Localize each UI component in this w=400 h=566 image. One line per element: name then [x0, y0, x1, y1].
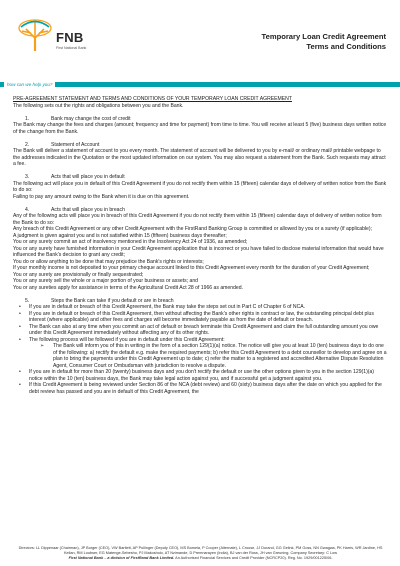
- footer-legal-text: An Authorised Financial Services and Credit Provider (NCRCP20). Reg. No. 1929/001225/06.: [175, 555, 333, 560]
- list-item: • If you are in default for more than 20 (twenty) business days and you don't rectify the default or use the other options given to you in the section 129(1)(a) notice within the 10 (ten) business days, the Bank may take legal action against you, and if successful get a judgment against you.: [13, 369, 388, 382]
- page-footer: [13, 546, 388, 560]
- section-4-line: You or any surety commit an act of insolvency mentioned in the Insolvency Act 24 of 1936, as amended;: [13, 239, 248, 245]
- page-header: [0, 0, 400, 78]
- section-title: Statement of Account: [51, 141, 100, 148]
- footer-directors: Directors: LL Dippenaar (Chairman), JP Burger (CEO), VW Bartlett, AP Pullinger (Deputy CEO), MS Bomela, P Cooper (Alternate), L Crouse, JJ Durand, GG Gelink, PM Goss, NN Gwagwa, PK Harris, WR Jardine, HS Kellan, RM Loubser, EG Matenge-Sebesho, PJ Makosholo, AT Nzimande, D Premnarayen (India), BJ van der Ross, JH van Greuning. Company Secretary: C Low: [18, 546, 383, 555]
- section-4-line: If your monthly income is not deposited to your primary cheque account linked to this Credit Agreement every month for the duration of your Credit Agreement;: [13, 265, 370, 271]
- section-number: 5.: [25, 297, 30, 304]
- section-5-list-cont: [13, 369, 388, 395]
- intro-text: The following sets out the rights and obligations between you and the Bank.: [13, 102, 184, 109]
- tree-icon: [16, 18, 54, 52]
- brand-slogan: how can we help you?: [4, 82, 55, 88]
- section-5-list: [13, 304, 388, 343]
- section-2-body: The Bank will deliver a statement of account to you every month. The statement of account will be delivered to you by e-mail/ or ordinary mail/ printable webpage to the addresses indicated in the Quotation or the most updated information on our system. You may also request a statement from the Bank. Such requests may attract a fee.: [13, 148, 386, 167]
- brand-sub: First National Bank: [56, 46, 87, 50]
- list-item: • If you are in default or breach of this Credit Agreement, the Bank may take the steps set out in Part C of Chapter 6 of NCA.: [13, 304, 388, 311]
- section-title: Bank may change the cost of credit: [51, 115, 131, 122]
- section-4-line: You or any surety sell the whole or a major portion of your business or assets; and: [13, 278, 198, 284]
- section-4-line: You do or allow anything to be done that may prejudice the Bank's rights or interests;: [13, 258, 204, 265]
- sub-list-item: ➢ The Bank will inform you of this in writing in the form of a section 129(1)(a) notice. The notice will give you at least 10 (ten) business days to do one of the following: a) rectify the default e.g. make the required payments; b) refer this Credit Agreement to a debt counsellor to develop and agree on a plan to bring the payments under this Credit Agreement up to date; c) refer the matter to a registered and accredited Alternative Dispute Resolution Agent, Consumer Court or Ombudsman with jurisdiction to resolve a dispute.: [13, 343, 388, 369]
- section-number: 1.: [25, 115, 30, 122]
- title-line-2: Terms and Conditions: [306, 42, 386, 51]
- section-1-body: The Bank may change the fees and charges (amount; frequency and time for payment) from time to time. You will receive at least 5 (five) business days written notice of the change from the Bank.: [13, 122, 387, 135]
- section-number: 3.: [25, 174, 30, 180]
- fnb-logo: [12, 8, 102, 70]
- section-4-line: A judgment is given against you and is not satisfied within 15 (fifteen) business days thereafter;: [13, 232, 227, 239]
- section-3-item: Failing to pay any amount owing to the Bank when it is due on this agreement.: [13, 193, 190, 200]
- list-item: • The Bank can also at any time when you commit an act of default or breach terminate this Credit Agreement and claim the full outstanding amount you owe under this Credit Agreement immediately without affecting any of its other rights.: [13, 324, 388, 337]
- footer-legal-bold: First National Bank – a division of FirstRand Bank Limited.: [68, 555, 175, 560]
- section-4-line: You or any surety have furnished information in your Credit Agreement application that is incorrect or you have failed to disclose material information that would have influenced the Bank's decision to grant any credit;: [13, 245, 384, 258]
- section-title: Acts that will place you in default: [51, 174, 125, 180]
- section-4-line: You or any surety are provisionally or finally sequestrated;: [13, 271, 144, 278]
- document-heading: PRE-AGREEMENT STATEMENT AND TERMS AND CONDITIONS OF YOUR TEMPORARY LOAN CREDIT AGREEMENT: [13, 96, 292, 102]
- list-item: • If this Credit Agreement is being reviewed under Section 86 of the NCA (debt review) and 60 (sixty) business days after the date on which you applied for the debt review has passed and you are in default of this Credit Agreement, the: [13, 382, 388, 395]
- footer-legal: [13, 556, 388, 561]
- section-title: Steps the Bank can take if you default or are in breach: [51, 297, 174, 304]
- title-line-1: Temporary Loan Credit Agreement: [261, 32, 386, 41]
- document-body: [13, 96, 388, 395]
- section-3-body: The following act will place you in default of this Credit Agreement if you do not rectify them within 15 (fifteen) calendar days of delivery of written notice from the Bank to do so:: [13, 180, 387, 193]
- section-4-line: You or any sureties apply for assistance in terms of the Agricultural Credit Act 28 of 1966 as amended.: [13, 284, 244, 291]
- list-item: • If you are in default or breach of this Credit Agreement, then without affecting the Bank's other rights in contract or law, the outstanding principal debt plus interest (where applicable) and other fees and charges will become immediately payable as from the date of default or breach.: [13, 311, 388, 324]
- brand-bar: [0, 82, 400, 87]
- section-4-line: Any of the following acts will place you in breach of this Credit Agreement if you do not rectify them within 15 (fifteen) calendar days of delivery of written notice from the Bank to do so:: [13, 213, 382, 226]
- document-title: [262, 32, 386, 52]
- section-title: Acts that will place you in breach: [51, 206, 125, 213]
- list-item: • The following process will be followed if you are in default under this Credit Agreement:: [13, 337, 388, 344]
- brand-name: FNB: [56, 30, 84, 45]
- section-number: 4.: [25, 206, 30, 213]
- section-number: 2.: [25, 141, 30, 148]
- section-4-line: Any breach of this Credit Agreement or any other Credit Agreement with the FirstRand Banking Group is committed or allowed by you or a surety (if applicable);: [13, 226, 372, 232]
